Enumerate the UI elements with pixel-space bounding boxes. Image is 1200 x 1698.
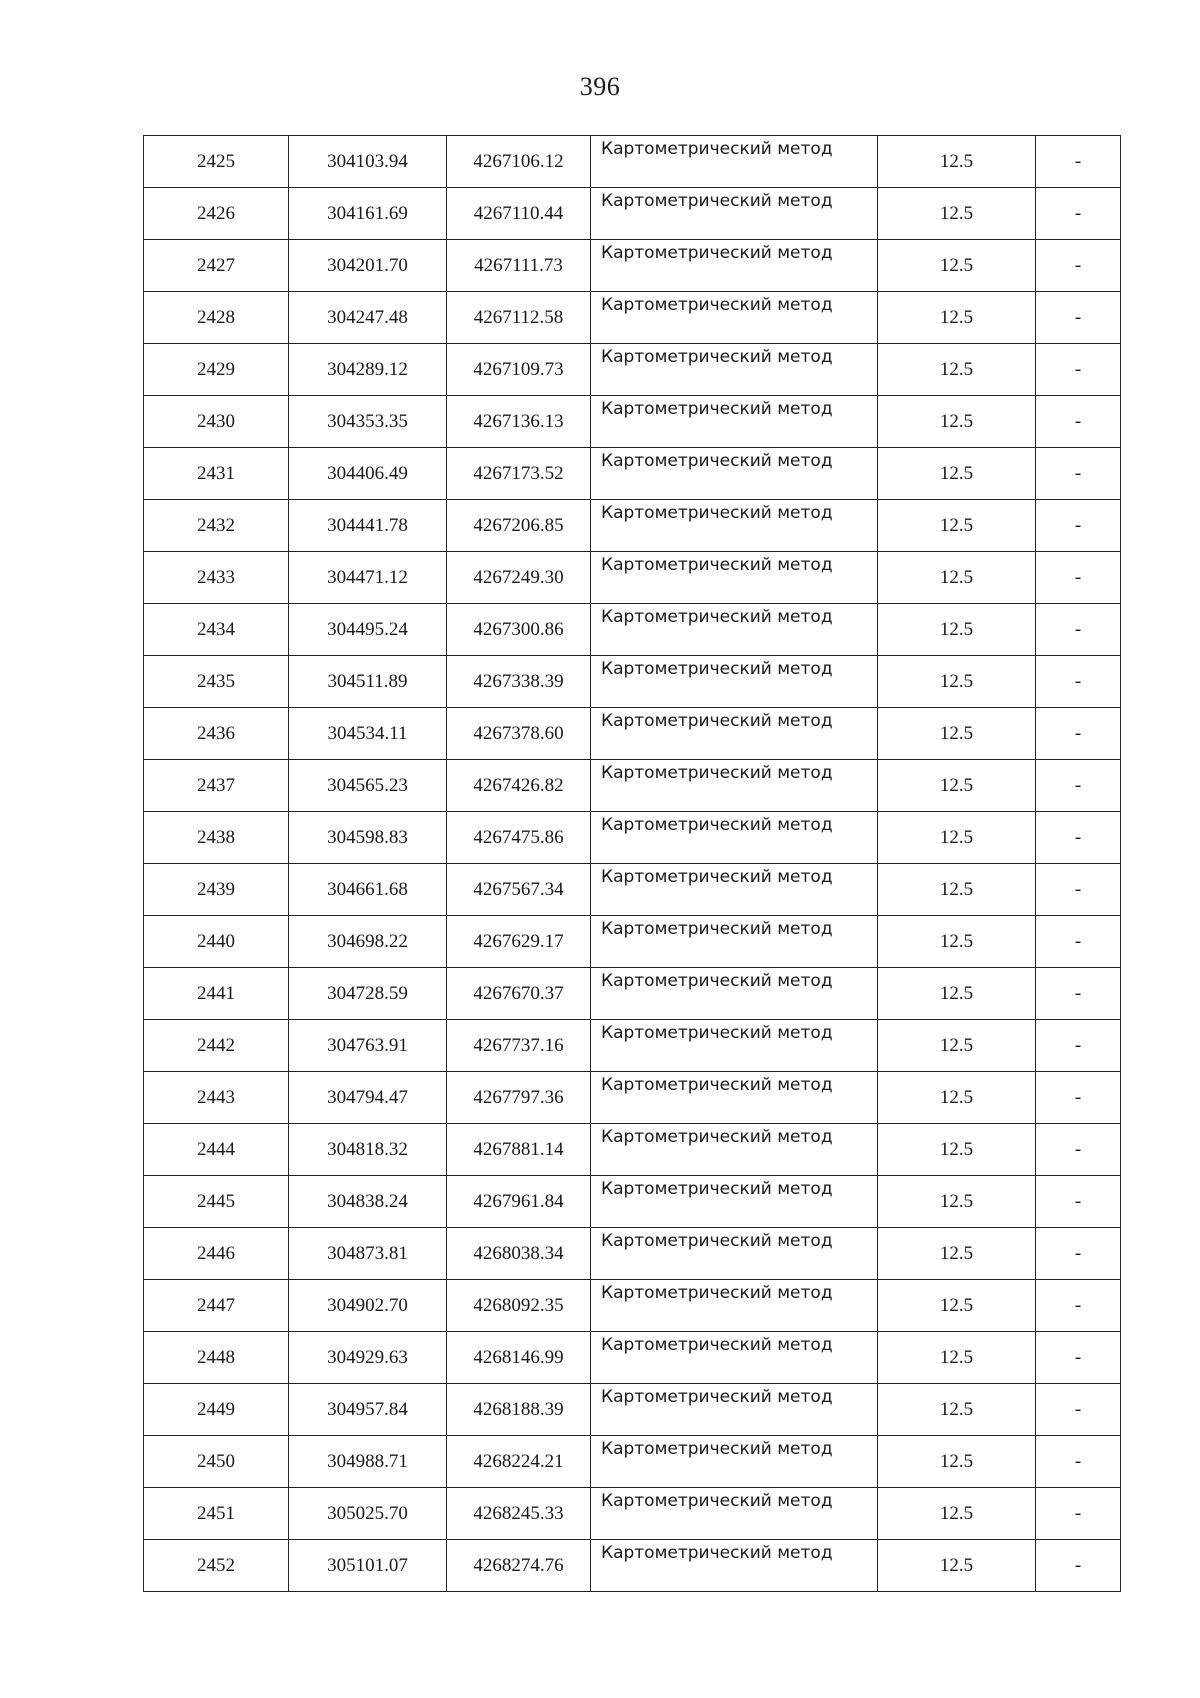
x-coordinate-cell: 304565.23 [289,760,447,812]
y-coordinate-cell: 4267426.82 [447,760,591,812]
x-coordinate-cell: 304289.12 [289,344,447,396]
y-coordinate-cell: 4267112.58 [447,292,591,344]
x-coordinate-cell: 304873.81 [289,1228,447,1280]
method-cell: Картометрический метод [591,760,878,812]
note-cell: - [1036,1332,1121,1384]
note-cell: - [1036,1072,1121,1124]
accuracy-cell: 12.5 [878,1072,1036,1124]
method-cell: Картометрический метод [591,708,878,760]
point-number-cell: 2440 [144,916,289,968]
accuracy-cell: 12.5 [878,292,1036,344]
x-coordinate-cell: 304161.69 [289,188,447,240]
note-cell: - [1036,1384,1121,1436]
method-cell: Картометрический метод [591,552,878,604]
note-cell: - [1036,188,1121,240]
note-cell: - [1036,916,1121,968]
point-number-cell: 2445 [144,1176,289,1228]
x-coordinate-cell: 304598.83 [289,812,447,864]
x-coordinate-cell: 304988.71 [289,1436,447,1488]
table-row [144,1072,1121,1124]
note-cell: - [1036,1124,1121,1176]
method-cell: Картометрический метод [591,656,878,708]
accuracy-cell: 12.5 [878,760,1036,812]
table-row [144,396,1121,448]
accuracy-cell: 12.5 [878,344,1036,396]
y-coordinate-cell: 4267378.60 [447,708,591,760]
accuracy-cell: 12.5 [878,1280,1036,1332]
accuracy-cell: 12.5 [878,448,1036,500]
y-coordinate-cell: 4267249.30 [447,552,591,604]
point-number-cell: 2426 [144,188,289,240]
accuracy-cell: 12.5 [878,968,1036,1020]
method-cell: Картометрический метод [591,292,878,344]
note-cell: - [1036,1228,1121,1280]
accuracy-cell: 12.5 [878,1228,1036,1280]
y-coordinate-cell: 4267110.44 [447,188,591,240]
point-number-cell: 2446 [144,1228,289,1280]
method-cell: Картометрический метод [591,916,878,968]
method-cell: Картометрический метод [591,1020,878,1072]
accuracy-cell: 12.5 [878,552,1036,604]
x-coordinate-cell: 304929.63 [289,1332,447,1384]
y-coordinate-cell: 4267475.86 [447,812,591,864]
point-number-cell: 2429 [144,344,289,396]
accuracy-cell: 12.5 [878,708,1036,760]
accuracy-cell: 12.5 [878,864,1036,916]
point-number-cell: 2436 [144,708,289,760]
note-cell: - [1036,604,1121,656]
point-number-cell: 2450 [144,1436,289,1488]
point-number-cell: 2443 [144,1072,289,1124]
accuracy-cell: 12.5 [878,1540,1036,1592]
table-body [144,136,1121,1592]
accuracy-cell: 12.5 [878,1332,1036,1384]
x-coordinate-cell: 304201.70 [289,240,447,292]
note-cell: - [1036,500,1121,552]
y-coordinate-cell: 4267338.39 [447,656,591,708]
note-cell: - [1036,240,1121,292]
note-cell: - [1036,1488,1121,1540]
table-row [144,1176,1121,1228]
method-cell: Картометрический метод [591,240,878,292]
method-cell: Картометрический метод [591,604,878,656]
accuracy-cell: 12.5 [878,1384,1036,1436]
method-cell: Картометрический метод [591,136,878,188]
table-row [144,1228,1121,1280]
x-coordinate-cell: 304534.11 [289,708,447,760]
x-coordinate-cell: 304406.49 [289,448,447,500]
note-cell: - [1036,1020,1121,1072]
y-coordinate-cell: 4267797.36 [447,1072,591,1124]
table-row [144,188,1121,240]
x-coordinate-cell: 304471.12 [289,552,447,604]
table-row [144,552,1121,604]
point-number-cell: 2448 [144,1332,289,1384]
y-coordinate-cell: 4268224.21 [447,1436,591,1488]
method-cell: Картометрический метод [591,812,878,864]
method-cell: Картометрический метод [591,1488,878,1540]
y-coordinate-cell: 4267109.73 [447,344,591,396]
point-number-cell: 2433 [144,552,289,604]
y-coordinate-cell: 4267881.14 [447,1124,591,1176]
method-cell: Картометрический метод [591,344,878,396]
y-coordinate-cell: 4267961.84 [447,1176,591,1228]
table-row [144,136,1121,188]
x-coordinate-cell: 304661.68 [289,864,447,916]
point-number-cell: 2425 [144,136,289,188]
note-cell: - [1036,1280,1121,1332]
table-row [144,1020,1121,1072]
note-cell: - [1036,812,1121,864]
method-cell: Картометрический метод [591,500,878,552]
point-number-cell: 2432 [144,500,289,552]
x-coordinate-cell: 304103.94 [289,136,447,188]
point-number-cell: 2441 [144,968,289,1020]
point-number-cell: 2431 [144,448,289,500]
note-cell: - [1036,1176,1121,1228]
method-cell: Картометрический метод [591,1228,878,1280]
method-cell: Картометрический метод [591,1124,878,1176]
table-row [144,1332,1121,1384]
note-cell: - [1036,344,1121,396]
x-coordinate-cell: 304763.91 [289,1020,447,1072]
accuracy-cell: 12.5 [878,396,1036,448]
method-cell: Картометрический метод [591,968,878,1020]
accuracy-cell: 12.5 [878,812,1036,864]
table-row [144,968,1121,1020]
y-coordinate-cell: 4268146.99 [447,1332,591,1384]
table-row [144,344,1121,396]
y-coordinate-cell: 4268188.39 [447,1384,591,1436]
y-coordinate-cell: 4267300.86 [447,604,591,656]
y-coordinate-cell: 4267136.13 [447,396,591,448]
x-coordinate-cell: 305025.70 [289,1488,447,1540]
y-coordinate-cell: 4267111.73 [447,240,591,292]
y-coordinate-cell: 4267106.12 [447,136,591,188]
point-number-cell: 2449 [144,1384,289,1436]
accuracy-cell: 12.5 [878,136,1036,188]
x-coordinate-cell: 304247.48 [289,292,447,344]
page-number: 396 [579,72,621,101]
table-row [144,760,1121,812]
point-number-cell: 2451 [144,1488,289,1540]
table-row [144,1540,1121,1592]
accuracy-cell: 12.5 [878,1124,1036,1176]
note-cell: - [1036,396,1121,448]
x-coordinate-cell: 304728.59 [289,968,447,1020]
point-number-cell: 2442 [144,1020,289,1072]
table-row [144,240,1121,292]
y-coordinate-cell: 4267670.37 [447,968,591,1020]
x-coordinate-cell: 304511.89 [289,656,447,708]
y-coordinate-cell: 4267567.34 [447,864,591,916]
accuracy-cell: 12.5 [878,188,1036,240]
method-cell: Картометрический метод [591,188,878,240]
table-row [144,812,1121,864]
x-coordinate-cell: 304698.22 [289,916,447,968]
table-row [144,656,1121,708]
x-coordinate-cell: 305101.07 [289,1540,447,1592]
table-row [144,292,1121,344]
table-row [144,916,1121,968]
x-coordinate-cell: 304818.32 [289,1124,447,1176]
note-cell: - [1036,292,1121,344]
note-cell: - [1036,760,1121,812]
x-coordinate-cell: 304441.78 [289,500,447,552]
x-coordinate-cell: 304495.24 [289,604,447,656]
method-cell: Картометрический метод [591,1540,878,1592]
accuracy-cell: 12.5 [878,1436,1036,1488]
x-coordinate-cell: 304902.70 [289,1280,447,1332]
method-cell: Картометрический метод [591,1436,878,1488]
table-row [144,1124,1121,1176]
y-coordinate-cell: 4267737.16 [447,1020,591,1072]
point-number-cell: 2444 [144,1124,289,1176]
accuracy-cell: 12.5 [878,1176,1036,1228]
table-row [144,1280,1121,1332]
point-number-cell: 2438 [144,812,289,864]
table-row [144,708,1121,760]
point-number-cell: 2428 [144,292,289,344]
y-coordinate-cell: 4267206.85 [447,500,591,552]
method-cell: Картометрический метод [591,1072,878,1124]
note-cell: - [1036,136,1121,188]
method-cell: Картометрический метод [591,448,878,500]
note-cell: - [1036,708,1121,760]
accuracy-cell: 12.5 [878,604,1036,656]
point-number-cell: 2447 [144,1280,289,1332]
coordinates-table [143,135,1121,1592]
table-row [144,1384,1121,1436]
table-row [144,604,1121,656]
table-row [144,1436,1121,1488]
method-cell: Картометрический метод [591,1280,878,1332]
point-number-cell: 2434 [144,604,289,656]
x-coordinate-cell: 304353.35 [289,396,447,448]
y-coordinate-cell: 4268092.35 [447,1280,591,1332]
note-cell: - [1036,1436,1121,1488]
note-cell: - [1036,968,1121,1020]
accuracy-cell: 12.5 [878,1020,1036,1072]
note-cell: - [1036,448,1121,500]
note-cell: - [1036,656,1121,708]
y-coordinate-cell: 4267173.52 [447,448,591,500]
y-coordinate-cell: 4268274.76 [447,1540,591,1592]
y-coordinate-cell: 4267629.17 [447,916,591,968]
method-cell: Картометрический метод [591,1384,878,1436]
point-number-cell: 2430 [144,396,289,448]
point-number-cell: 2452 [144,1540,289,1592]
point-number-cell: 2439 [144,864,289,916]
table-row [144,500,1121,552]
x-coordinate-cell: 304794.47 [289,1072,447,1124]
y-coordinate-cell: 4268245.33 [447,1488,591,1540]
note-cell: - [1036,864,1121,916]
x-coordinate-cell: 304838.24 [289,1176,447,1228]
accuracy-cell: 12.5 [878,656,1036,708]
method-cell: Картометрический метод [591,864,878,916]
method-cell: Картометрический метод [591,1176,878,1228]
point-number-cell: 2427 [144,240,289,292]
table-row [144,1488,1121,1540]
note-cell: - [1036,1540,1121,1592]
accuracy-cell: 12.5 [878,916,1036,968]
x-coordinate-cell: 304957.84 [289,1384,447,1436]
y-coordinate-cell: 4268038.34 [447,1228,591,1280]
accuracy-cell: 12.5 [878,1488,1036,1540]
point-number-cell: 2437 [144,760,289,812]
table-row [144,448,1121,500]
method-cell: Картометрический метод [591,1332,878,1384]
accuracy-cell: 12.5 [878,240,1036,292]
method-cell: Картометрический метод [591,396,878,448]
table-row [144,864,1121,916]
accuracy-cell: 12.5 [878,500,1036,552]
note-cell: - [1036,552,1121,604]
point-number-cell: 2435 [144,656,289,708]
